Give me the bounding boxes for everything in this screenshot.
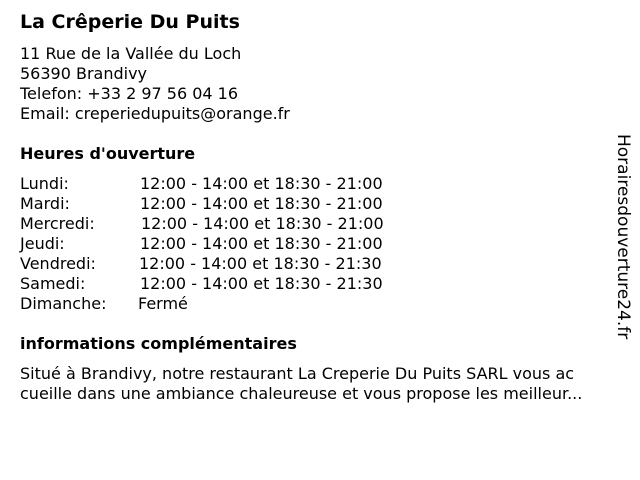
day-label: Dimanche: bbox=[20, 294, 107, 313]
opening-hours-heading: Heures d'ouverture bbox=[20, 144, 196, 163]
address-street: 11 Rue de la Vallée du Loch bbox=[20, 44, 242, 63]
time-value: Fermé bbox=[138, 294, 188, 313]
day-label: Mardi: bbox=[20, 194, 70, 213]
additional-info-text bbox=[20, 364, 626, 404]
time-value: 12:00 - 14:00 et 18:30 - 21:00 bbox=[140, 234, 383, 253]
address-city: 56390 Brandivy bbox=[20, 64, 148, 83]
info-line: Situé à Brandivy, notre restaurant La Creperie Du Puits SARL vous ac bbox=[20, 364, 575, 383]
day-label: Samedi: bbox=[20, 274, 86, 293]
contact-block bbox=[20, 44, 290, 124]
phone-number[interactable]: Telefon: +33 2 97 56 04 16 bbox=[20, 84, 239, 103]
time-value: 12:00 - 14:00 et 18:30 - 21:00 bbox=[140, 174, 383, 193]
time-value: 12:00 - 14:00 et 18:30 - 21:00 bbox=[140, 194, 383, 213]
day-label: Vendredi: bbox=[20, 254, 96, 273]
business-name: La Crêperie Du Puits bbox=[20, 11, 240, 33]
site-watermark: Horairesdouverture24.fr bbox=[613, 134, 633, 340]
time-value: 12:00 - 14:00 et 18:30 - 21:30 bbox=[140, 274, 383, 293]
email-address[interactable]: Email: creperiedupuits@orange.fr bbox=[20, 104, 290, 123]
day-label: Mercredi: bbox=[20, 214, 95, 233]
additional-info-heading: informations complémentaires bbox=[20, 334, 297, 353]
day-label: Lundi: bbox=[20, 174, 69, 193]
info-line: cueille dans une ambiance chaleureuse et vous propose les meilleur... bbox=[20, 384, 583, 403]
day-label: Jeudi: bbox=[20, 234, 65, 253]
time-value: 12:00 - 14:00 et 18:30 - 21:00 bbox=[141, 214, 384, 233]
time-value: 12:00 - 14:00 et 18:30 - 21:30 bbox=[139, 254, 382, 273]
